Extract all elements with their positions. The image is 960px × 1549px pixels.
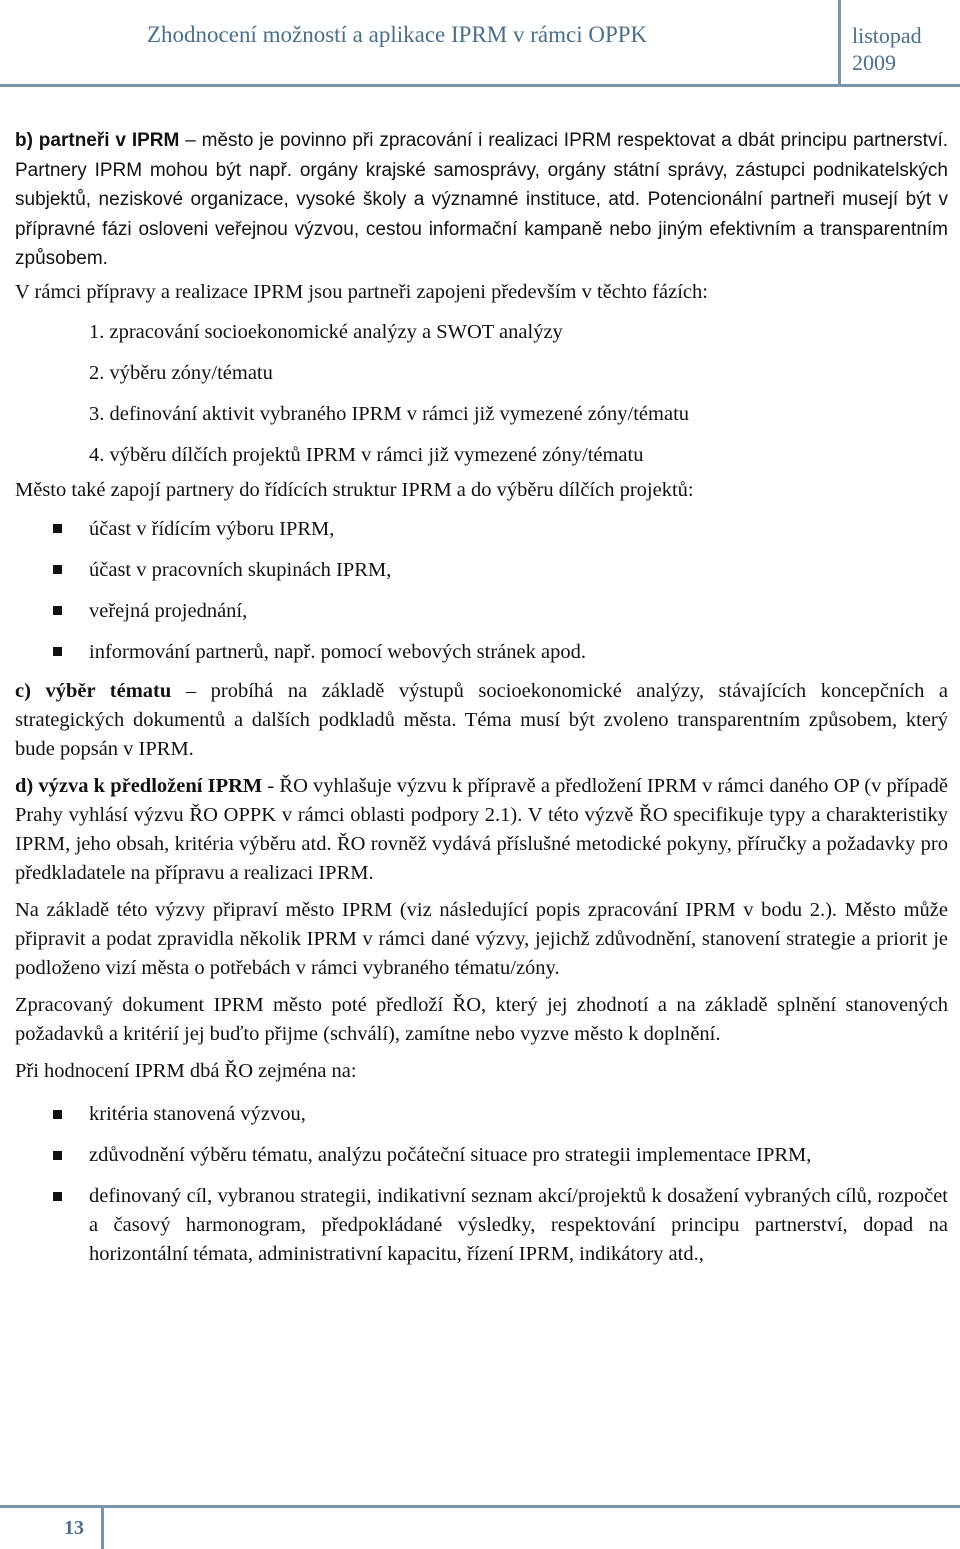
page-number: 13 bbox=[64, 1517, 84, 1539]
list-item: účast v řídícím výboru IPRM, bbox=[15, 509, 948, 550]
list-item: účast v pracovních skupinách IPRM, bbox=[15, 550, 948, 591]
structures-intro: Město také zapojí partnery do řídících struktur IPRM a do výběru dílčích projektů: bbox=[15, 478, 694, 501]
square-bullet-icon bbox=[53, 647, 62, 656]
footer-divider bbox=[101, 1505, 104, 1549]
section-b-text: – město je povinno při zpracování i realizaci IPRM respektovat a dbát principu partnerství. Partnery IPRM mohou být např. orgány krajské samosprávy, orgány státní správy, zástupci podnikatelských subjektů, neziskové organizace, vysoké školy a významné instituce, atd. Potencionální partneři musejí být v přípravné fázi osloveni veřejnou výzvou, cestou informační kampaně nebo jiným efektivním a transparentním způsobem. bbox=[15, 130, 948, 269]
footer-rule bbox=[0, 1505, 960, 1508]
square-bullet-icon bbox=[53, 1151, 62, 1160]
header-date bbox=[852, 22, 922, 76]
square-bullet-icon bbox=[53, 1110, 62, 1119]
list-item: informování partnerů, např. pomocí webových stránek apod. bbox=[15, 632, 948, 673]
square-bullet-icon bbox=[53, 565, 62, 574]
city-paragraph: Na základě této výzvy připraví město IPRM (viz následující popis zpracování IPRM v bodu 2.). Město může připravit a podat zpravidla několik IPRM v rámci dané výzvy, jejichž zdůvodnění, stanovení strategie a priorit je podloženo vizí města o potřebách v rámci vybraného tématu/zóny. bbox=[15, 898, 948, 979]
header-month: listopad bbox=[852, 23, 922, 48]
section-d-lead: d) výzva k předložení IPRM bbox=[15, 774, 263, 797]
header-rule bbox=[0, 84, 960, 87]
list-item: veřejná projednání, bbox=[15, 591, 948, 632]
section-c-text: – probíhá na základě výstupů socioekonomické analýzy, stávajících koncepčních a strategických dokumentů a dalších podkladů města. Téma musí být zvoleno transparentním způsobem, který bude popsán v IPRM. bbox=[15, 679, 948, 760]
section-b-lead: b) partneři v IPRM bbox=[15, 130, 180, 151]
square-bullet-icon bbox=[53, 606, 62, 615]
list-item: definovaný cíl, vybranou strategii, indikativní seznam akcí/projektů k dosažení vybraných cílů, rozpočet a časový harmonogram, předpokládané výsledky, respektování principu partnerství, dopad na horizontální témata, administrativní kapacitu, řízení IPRM, indikátory atd., bbox=[15, 1182, 948, 1269]
list-item: 3. definování aktivit vybraného IPRM v rámci již vymezené zóny/tématu bbox=[89, 402, 690, 425]
list-item: kritéria stanovená výzvou, bbox=[15, 1100, 948, 1129]
square-bullet-icon bbox=[53, 1192, 62, 1201]
criteria-intro: Při hodnocení IPRM dbá ŘO zejména na: bbox=[15, 1059, 357, 1082]
header-year: 2009 bbox=[852, 50, 896, 75]
structures-list bbox=[15, 509, 948, 673]
criteria-list bbox=[15, 1100, 948, 1269]
submit-paragraph: Zpracovaný dokument IPRM město poté předloží ŘO, který jej zhodnotí a na základě splnění stanovených požadavků a kritérií jej buďto přijme (schválí), zamítne nebo vyzve město k doplnění. bbox=[15, 993, 948, 1045]
list-item: 1. zpracování socioekonomické analýzy a SWOT analýzy bbox=[89, 320, 563, 343]
section-d-text: - ŘO vyhlašuje výzvu k přípravě a předložení IPRM v rámci daného OP (v případě Prahy vyhlásí výzvu ŘO OPPK v rámci oblasti podpory 2.1). V této výzvě ŘO specifikuje typy a charakteristiky IPRM, jeho obsah, kritéria výběru atd. ŘO rovněž vydává příslušné metodické pokyny, příručky a požadavky pro předkladatele na přípravu a realizaci IPRM. bbox=[15, 774, 948, 884]
list-item: zdůvodnění výběru tématu, analýzu počáteční situace pro strategii implementace IPRM, bbox=[15, 1141, 948, 1170]
phases-intro: V rámci přípravy a realizace IPRM jsou partneři zapojeni především v těchto fázích: bbox=[15, 280, 708, 303]
phases-list bbox=[15, 312, 948, 476]
section-b-paragraph bbox=[15, 126, 948, 274]
section-c-paragraph bbox=[15, 677, 948, 764]
list-item: 2. výběru zóny/tématu bbox=[89, 361, 273, 384]
page-header bbox=[0, 0, 960, 86]
document-body bbox=[15, 126, 948, 1281]
section-c-lead: c) výběr tématu bbox=[15, 679, 172, 702]
header-divider bbox=[838, 0, 841, 84]
list-item: 4. výběru dílčích projektů IPRM v rámci již vymezené zóny/tématu bbox=[89, 443, 644, 466]
header-title: Zhodnocení možností a aplikace IPRM v rámci OPPK bbox=[147, 22, 648, 47]
section-d-paragraph bbox=[15, 772, 948, 888]
square-bullet-icon bbox=[53, 524, 62, 533]
